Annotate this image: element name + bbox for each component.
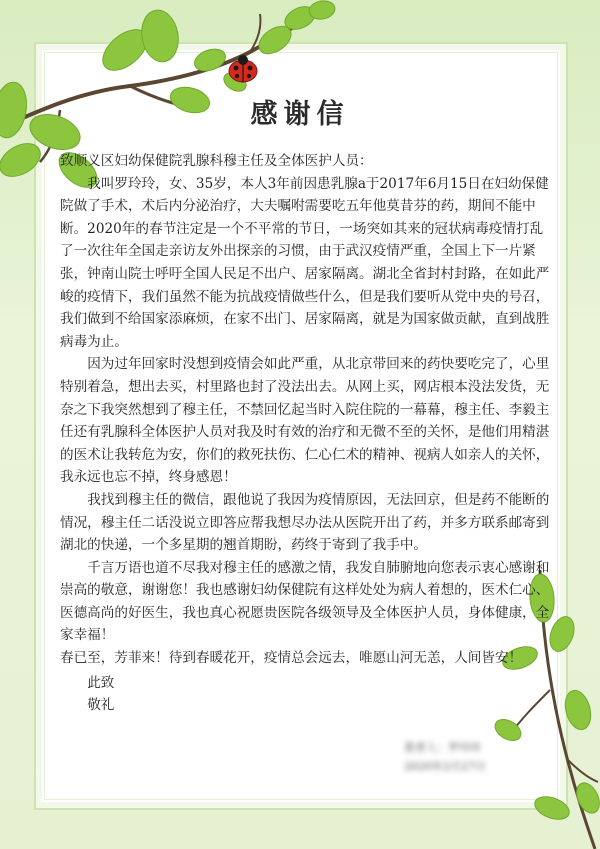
letter-body [60,150,550,717]
letter-title: 感谢信 [250,99,350,130]
signature-name: 患者人：罗玲玲 [404,741,481,754]
closing-block [60,672,550,717]
closing-wish: 春已至，芳菲来！待到春暖花开，疫情总会远去，唯愿山河无恙，人间皆安！ [60,650,523,667]
ladybug-icon [226,54,260,84]
closing-line-2: 敬礼 [87,697,115,714]
paragraph-4: 千言万语也道不尽我对穆主任的感激之情，我发自肺腑地向您表示衷心感谢和崇高的敬意，谢谢您！我也感谢妇幼保健院有这样处处为病人着想的，医术仁心、医德高尚的好医生，我也真心祝愿贵医院各级领导及全体医护人员，身体健康，全家幸福！ [60,559,550,644]
paragraph-3: 我找到穆主任的微信，跟他说了我因为疫情原因，无法回京，但是药不能断的情况，穆主任二话没说立即答应帮我想尽办法从医院开出了药，并多方联系邮寄到湖北的快递，一个多星期的翘首期盼，药终于寄到了我手中。 [60,491,550,554]
salutation: 致顺义区妇幼保健院乳腺科穆主任及全体医护人员： [60,153,373,169]
closing-line-1: 此致 [87,674,115,691]
paragraph-1: 我叫罗玲玲，女、35岁，本人3年前因患乳腺a于2017年6月15日在妇幼保健院做了手术，术后内分泌治疗，大夫嘱咐需要吃五年他莫昔芬的药，期间不能中断。2020年的春节注定是一个不平常的节日，一场突如其来的冠状病毒疫情打乱了一次往年全国走亲访友外出探亲的习惯，由于武汉疫情严重，全国上下一片紧张，钟南山院士呼吁全国人民足不出户、居家隔离。湖北全省封村封路，在如此严峻的疫情下，我们虽然不能为抗战疫情做些什么，但是我们要听从党中央的号召，我们做到不给国家添麻烦，在家不出门、居家隔离，就是为国家做贡献，直到战胜病毒为止。 [60,175,550,350]
paragraph-2: 因为过年回家时没想到疫情会如此严重，从北京带回来的药快要吃完了，心里特别着急，想出去买，村里路也封了没法出去。从网上买，网店根本没法发货，无奈之下我突然想到了穆主任，不禁回忆起当时入院住院的一幕幕，穆主任、李毅主任还有乳腺科全体医护人员对我及时有效的治疗和无微不至的关怀，是他们用精湛的医术让我转危为安，你们的救死扶伤、仁心仁术的精神、视病人如亲人的关怀，我永远也忘不掉，终身感恩！ [60,356,550,486]
signature-block [404,738,514,776]
signature-date: 2020年2月27日 [404,760,486,773]
